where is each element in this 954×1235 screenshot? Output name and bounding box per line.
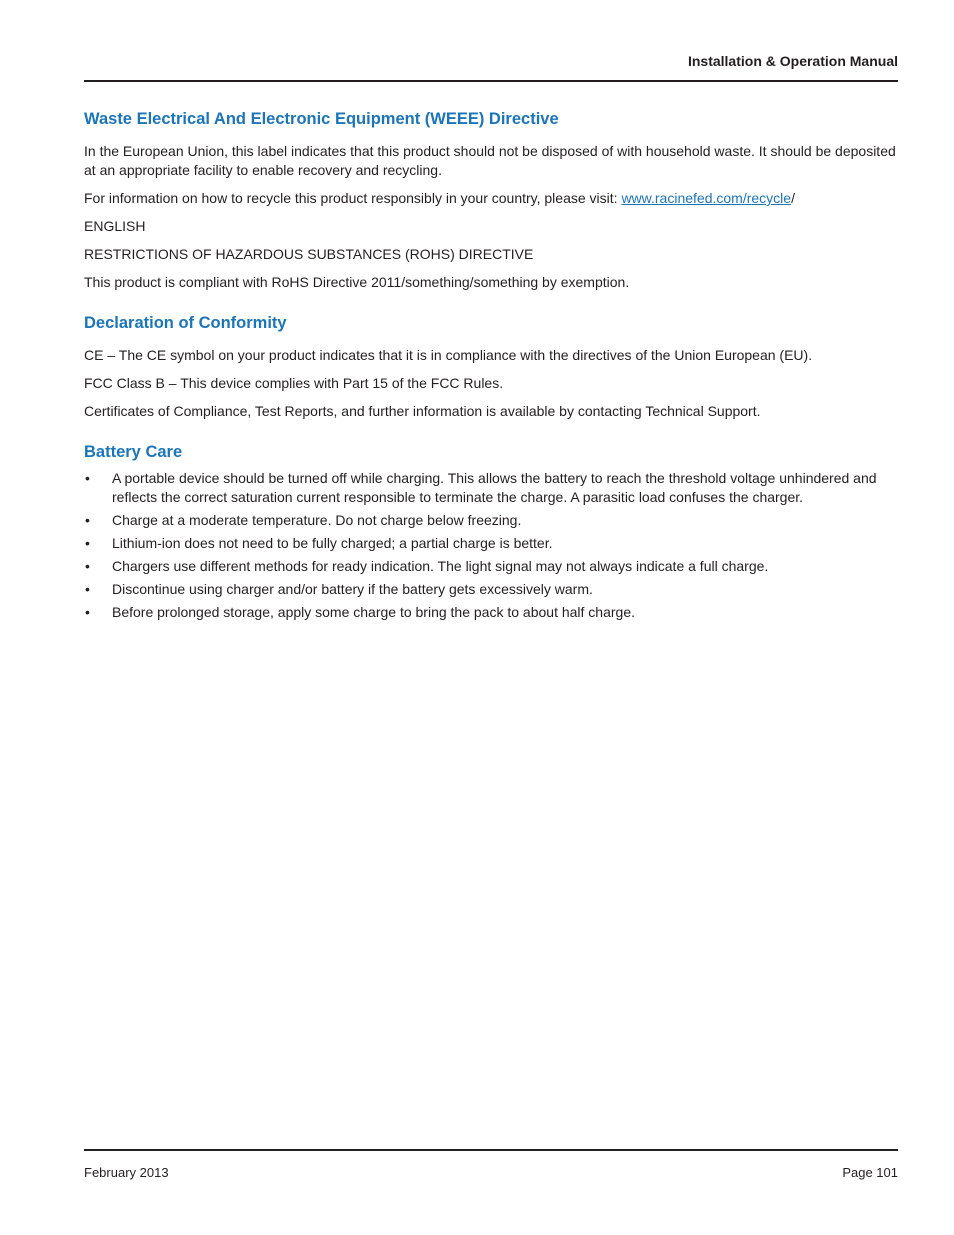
section-weee	[84, 106, 898, 292]
section-conformity	[84, 310, 898, 421]
page-number: Page 101	[842, 1165, 898, 1180]
list-item	[84, 534, 898, 553]
list-item-text: Lithium-ion does not need to be fully charged; a partial charge is better.	[112, 535, 553, 551]
weee-paragraph-2	[84, 189, 898, 208]
bullet-icon: •	[85, 535, 90, 551]
list-item	[84, 557, 898, 576]
list-item	[84, 469, 898, 507]
bullet-icon: •	[85, 470, 90, 486]
list-item	[84, 603, 898, 622]
ce-statement: CE – The CE symbol on your product indicates that it is in compliance with the directives of the Union European (EU).	[84, 347, 813, 363]
bullet-icon: •	[85, 558, 90, 574]
weee-visit-text: For information on how to recycle this product responsibly in your country, please visit:	[84, 190, 622, 206]
rohs-compliance-text: This product is compliant with RoHS Directive 2011/something/something by exemption.	[84, 274, 630, 290]
fcc-statement: FCC Class B – This device complies with Part 15 of the FCC Rules.	[84, 375, 504, 391]
conformity-heading: Declaration of Conformity	[84, 314, 287, 332]
manual-title: Installation & Operation Manual	[687, 53, 898, 69]
list-item-text: Discontinue using charger and/or battery if the battery gets excessively warm.	[112, 581, 593, 597]
footer-divider	[84, 1149, 898, 1151]
list-item	[84, 511, 898, 530]
list-item-text: Charge at a moderate temperature. Do not charge below freezing.	[112, 512, 522, 528]
battery-care-heading: Battery Care	[84, 443, 183, 461]
weee-paragraph-1: In the European Union, this label indicates that this product should not be disposed of with household waste. It should be deposited at an appropriate facility to enable recovery and recycling.	[84, 143, 896, 178]
list-item	[84, 580, 898, 599]
list-item-text: Before prolonged storage, apply some charge to bring the pack to about half charge.	[112, 604, 636, 620]
bullet-icon: •	[85, 512, 90, 528]
list-item-text: A portable device should be turned off while charging. This allows the battery to reach the threshold voltage unhindered and reflects the correct saturation current responsible to terminate the charge. A parasitic load confuses the charger.	[112, 470, 877, 505]
bullet-icon: •	[85, 581, 90, 597]
footer-date: February 2013	[84, 1165, 169, 1180]
weee-heading: Waste Electrical And Electronic Equipment (WEEE) Directive	[84, 110, 559, 128]
bullet-icon: •	[85, 604, 90, 620]
list-item-text: Chargers use different methods for ready indication. The light signal may not always indicate a full charge.	[112, 558, 769, 574]
certificates-statement: Certificates of Compliance, Test Reports, and further information is available by contacting Technical Support.	[84, 403, 761, 419]
weee-language-label: ENGLISH	[84, 218, 146, 234]
page-content	[84, 106, 898, 626]
recycle-link[interactable]: www.racinefed.com/recycle	[621, 190, 792, 206]
weee-link-suffix: /	[791, 190, 795, 206]
rohs-title: RESTRICTIONS OF HAZARDOUS SUBSTANCES (ROHS) DIRECTIVE	[84, 246, 534, 262]
section-battery-care	[84, 439, 898, 622]
battery-care-list	[84, 469, 898, 622]
header-divider	[84, 80, 898, 82]
